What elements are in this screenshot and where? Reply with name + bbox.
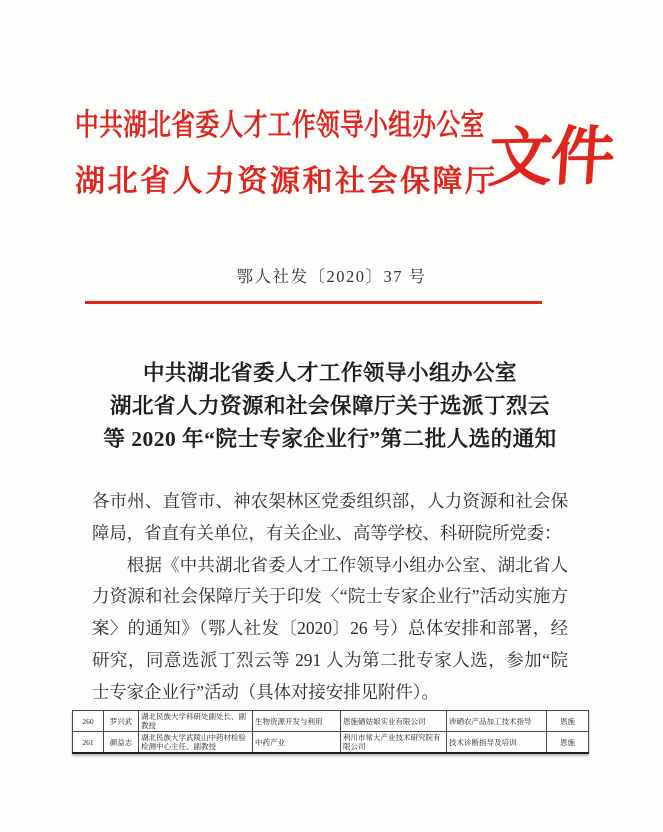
cell-serial-number: 261 xyxy=(73,732,104,754)
cell-service: 涉硒农产品加工技术指导 xyxy=(447,711,547,732)
document-title-line3: 等 2020 年“院士专家企业行”第二批人选的通知 xyxy=(103,427,557,451)
letterhead-org-line2: 湖北省人力资源和社会保障厅 xyxy=(75,165,498,198)
cell-position: 湖北民族大学科研处副处长、副教授 xyxy=(139,711,253,732)
addressee-paragraph: 各市州、直管市、神农架林区党委组织部，人力资源和社会保障局，省直有关单位，有关企业、高等学校、科研院所党委： xyxy=(92,491,568,543)
cell-serial-number: 260 xyxy=(73,711,104,732)
cell-expert-name: 颜益志 xyxy=(104,732,139,754)
document-title-line2: 湖北省人力资源和社会保障厅关于选派丁烈云 xyxy=(109,394,550,418)
cell-region: 恩施 xyxy=(547,711,589,732)
table-row xyxy=(73,711,589,732)
letterhead-doc-type-label: 文件 xyxy=(486,120,616,195)
cell-company: 恩施硒姑娘实业有限公司 xyxy=(341,711,447,732)
main-paragraph: 根据《中共湖北省委人才工作领导小组办公室、湖北省人力资源和社会保障厅关于印发〈“院士专家企业行”活动实施方案〉的通知》（鄂人社发〔2020〕26 号）总体安排和部署，经研究，同意选派丁烈云等 291 人为第二批专家人选，参加“院士专家企业行”活动（具体对接安排见附件）。 xyxy=(92,554,568,702)
table-row xyxy=(73,732,589,754)
document-title-line1: 中共湖北省委人才工作领导小组办公室 xyxy=(142,361,517,385)
cell-region: 恩施 xyxy=(547,732,589,754)
attachment-table-fragment xyxy=(72,710,589,754)
document-body xyxy=(92,486,568,709)
document-number: 鄂人社发〔2020〕37 号 xyxy=(236,267,427,286)
cell-field: 生物资源开发与利用 xyxy=(253,711,341,732)
cell-position: 湖北民族大学武陵山中药材检验检测中心主任、副教授 xyxy=(139,732,253,754)
red-separator-line xyxy=(85,301,542,304)
letterhead-org-line1: 中共湖北省委人才工作领导小组办公室 xyxy=(75,109,485,142)
cell-company: 利川市常大产业技术研究院有限公司 xyxy=(341,732,447,754)
document-title xyxy=(55,357,605,456)
cell-expert-name: 罗兴武 xyxy=(104,711,139,732)
letterhead xyxy=(75,100,498,200)
cell-service: 技术诊断指导及培训 xyxy=(447,732,547,754)
cell-field: 中药产业 xyxy=(253,732,341,754)
